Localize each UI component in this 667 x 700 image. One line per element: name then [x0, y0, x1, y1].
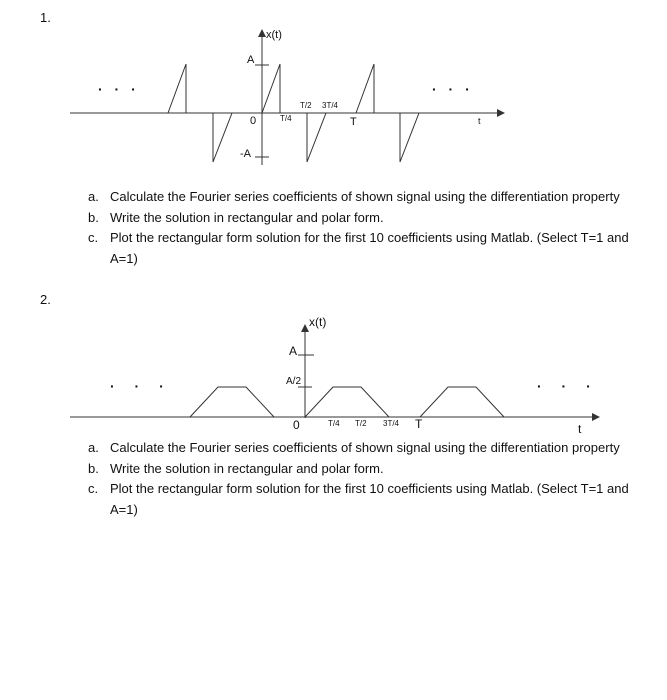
- problem-2-questions: [88, 438, 638, 520]
- question-text: Write the solution in rectangular and polar form.: [110, 209, 384, 225]
- question-item: [88, 438, 638, 459]
- p2-half-amplitude-label: A/2: [286, 376, 302, 387]
- question-marker: a.: [88, 189, 99, 204]
- p2-signal-label: x(t): [309, 315, 327, 329]
- p2-amplitude-arrow: [301, 324, 309, 332]
- question-item: [88, 187, 638, 208]
- p2-tick-label-t: T: [415, 417, 423, 431]
- p1-waveform-period-1-neg: [400, 113, 419, 162]
- p2-pulse-right: [420, 387, 504, 417]
- p1-tick-label-t4: T/4: [280, 114, 292, 123]
- p1-amplitude-label: A: [247, 54, 255, 66]
- p2-ellipsis-left: · · ·: [110, 378, 172, 394]
- p2-pulse-center: [305, 387, 389, 417]
- p1-origin-label: 0: [250, 115, 257, 127]
- p1-signal-label: x(t): [266, 29, 282, 41]
- p2-tick-label-t2: T/2: [355, 419, 367, 428]
- p2-tick-label-3t4: 3T/4: [383, 419, 400, 428]
- p1-tick-label-3t4: 3T/4: [322, 101, 339, 110]
- question-text: Plot the rectangular form solution for the first 10 coefficients using Matlab. (Select T=1 and A=1): [110, 230, 629, 266]
- question-marker: c.: [88, 230, 99, 245]
- p1-time-label: t: [478, 116, 481, 126]
- question-item: [88, 459, 638, 480]
- p1-ellipsis-left: · · ·: [98, 81, 140, 97]
- question-item: [88, 479, 638, 520]
- question-marker: b.: [88, 460, 99, 476]
- p1-waveform-period-left-pos: [168, 64, 186, 113]
- problem-1-questions: [88, 187, 638, 269]
- p2-time-label: t: [578, 422, 582, 436]
- p2-pulse-left: [190, 387, 274, 417]
- p2-time-arrow: [592, 413, 600, 421]
- question-marker: c.: [88, 481, 99, 496]
- question-marker: a.: [88, 440, 99, 455]
- p2-tick-label-t4: T/4: [328, 419, 340, 428]
- p1-neg-amplitude-label: -A: [240, 148, 251, 160]
- question-text: Plot the rectangular form solution for the first 10 coefficients using Matlab. (Select T=1 and A=1): [110, 481, 629, 517]
- p1-tick-label-t2: T/2: [300, 101, 312, 110]
- p1-waveform-period-1-pos: [356, 64, 374, 113]
- p1-waveform-period-left-neg: [213, 113, 232, 162]
- question-item: [88, 228, 638, 269]
- p1-waveform-period-0-pos: [262, 64, 280, 113]
- p1-amplitude-arrow: [258, 29, 266, 37]
- p2-ellipsis-right: · · ·: [537, 378, 599, 394]
- p1-ellipsis-right: · · ·: [432, 81, 474, 97]
- question-text: Calculate the Fourier series coefficients of shown signal using the differentiation property: [110, 440, 620, 455]
- question-item: [88, 208, 638, 229]
- problem-1-number: 1.: [40, 10, 51, 25]
- p1-time-arrow: [497, 109, 505, 117]
- p2-amplitude-label: A: [289, 344, 298, 358]
- p1-tick-label-t: T: [350, 116, 357, 128]
- problem-2-number: 2.: [40, 292, 51, 307]
- question-text: Calculate the Fourier series coefficients of shown signal using the differentiation property: [110, 189, 620, 204]
- question-marker: b.: [88, 209, 99, 225]
- p1-waveform-period-0-neg: [307, 113, 326, 162]
- p2-origin-label: 0: [293, 418, 300, 432]
- question-text: Write the solution in rectangular and polar form.: [110, 460, 384, 476]
